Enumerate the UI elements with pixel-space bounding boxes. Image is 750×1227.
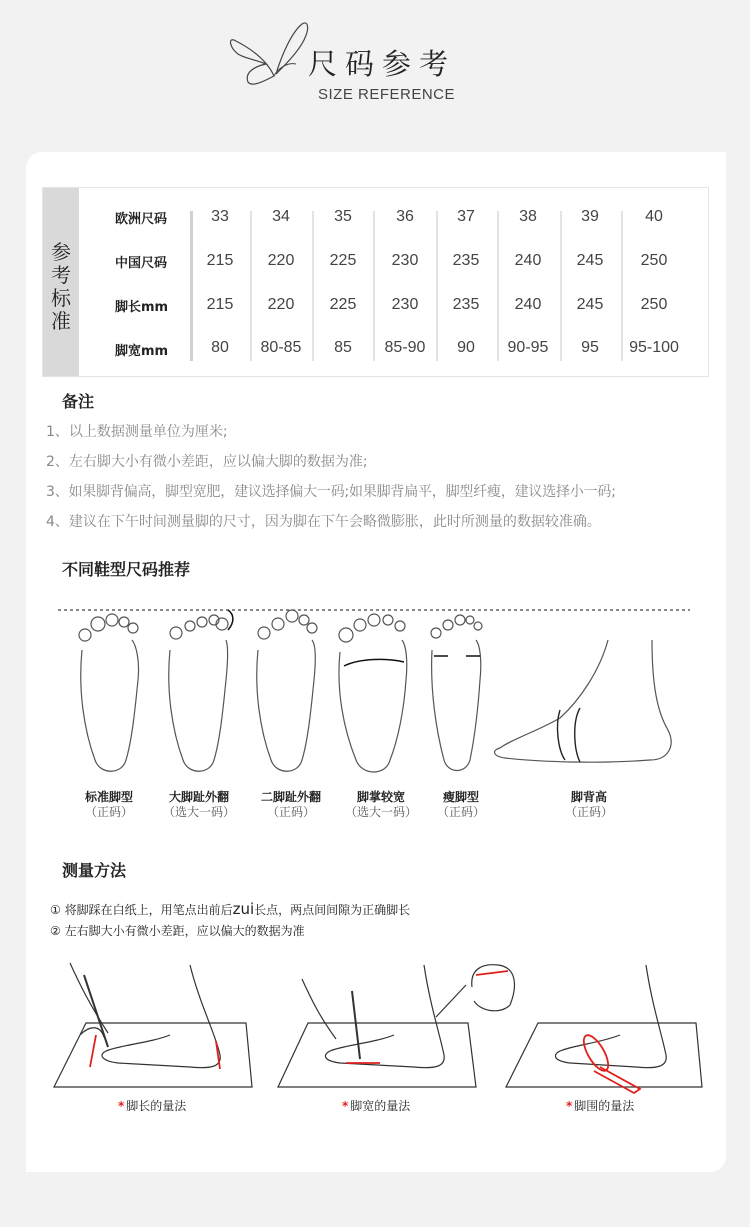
table-cell: 240: [514, 252, 542, 269]
side-char: 考: [51, 263, 71, 287]
table-cell: 245: [576, 296, 604, 313]
table-cell: 80: [211, 339, 229, 356]
row-label-cn-size: 中国尺码: [115, 256, 168, 271]
measure-caption-length: * 脚长的量法: [118, 1099, 187, 1113]
table-cell: 90: [457, 339, 475, 356]
table-cell: 40: [645, 208, 663, 225]
table-cell: 95: [581, 339, 599, 356]
measure-caption-girth: * 脚围的量法: [566, 1099, 635, 1113]
table-cell: 250: [640, 296, 668, 313]
foot-type-label: 脚掌较宽 （选大一码）: [344, 790, 417, 819]
foot-types-title: 不同鞋型尺码推荐: [62, 560, 191, 579]
table-cell: 230: [391, 252, 419, 269]
table-cell: 215: [206, 252, 234, 269]
table-cell: 33: [211, 208, 229, 225]
side-char: 标: [51, 286, 71, 310]
table-divider: [621, 211, 623, 361]
page-title: 尺码参考: [308, 47, 457, 81]
measure-step-2: ② 左右脚大小有微小差距，应以偏大的数据为准: [50, 924, 305, 938]
table-cell: 39: [581, 208, 599, 225]
page-subtitle: SIZE REFERENCE: [318, 86, 456, 103]
table-cell: 225: [329, 296, 357, 313]
measure-caption-width: * 脚宽的量法: [342, 1099, 411, 1113]
notes-title: 备注: [62, 392, 95, 411]
foot-type-label: 标准脚型 （正码）: [84, 790, 133, 819]
table-cell: 240: [514, 296, 542, 313]
measure-illustration: [40, 955, 710, 1095]
table-cell: 235: [452, 296, 480, 313]
header: [0, 0, 750, 130]
table-cell: 215: [206, 296, 234, 313]
table-cell: 80-85: [260, 339, 302, 356]
note-item: 3、如果脚背偏高，脚型宽肥，建议选择偏大一码;如果脚背扁平，脚型纤瘦，建议选择小一码;: [46, 484, 616, 500]
table-cell: 37: [457, 208, 475, 225]
table-cell: 38: [519, 208, 537, 225]
table-cell: 245: [576, 252, 604, 269]
row-label-foot-length: 脚长mm: [115, 300, 169, 315]
table-cell: 225: [329, 252, 357, 269]
table-cell: 34: [272, 208, 290, 225]
table-cell: 230: [391, 296, 419, 313]
foot-type-label: 大脚趾外翻 （选大一码）: [162, 790, 235, 819]
foot-types-illustration: [40, 600, 720, 780]
row-label-foot-width: 脚宽mm: [115, 344, 169, 359]
side-char: 参: [51, 240, 71, 264]
butterfly-icon: [226, 18, 316, 88]
table-cell: 85: [334, 339, 352, 356]
table-cell: 95-100: [629, 339, 679, 356]
side-char: 准: [51, 309, 71, 333]
table-cell: 235: [452, 252, 480, 269]
note-item: 4、建议在下午时间测量脚的尺寸，因为脚在下午会略微膨胀，此时所测量的数据较准确。: [46, 514, 601, 530]
measure-title: 测量方法: [62, 861, 127, 880]
table-cell: 90-95: [507, 339, 549, 356]
table-cell: 250: [640, 252, 668, 269]
foot-type-label: 脚背高 （正码）: [564, 790, 613, 819]
note-item: 1、以上数据测量单位为厘米;: [46, 424, 228, 440]
foot-type-label: 二脚趾外翻 （正码）: [260, 790, 321, 819]
table-cell: 36: [396, 208, 414, 225]
note-item: 2、左右脚大小有微小差距，应以偏大脚的数据为准;: [46, 454, 368, 470]
table-cell: 35: [334, 208, 352, 225]
foot-type-label: 瘦脚型 （正码）: [436, 790, 485, 819]
measure-step-1: ① 将脚踩在白纸上，用笔点出前后zui长点，两点间间隙为正确脚长: [50, 900, 411, 918]
table-cell: 85-90: [384, 339, 426, 356]
table-cell: 220: [267, 252, 295, 269]
row-label-eu-size: 欧洲尺码: [115, 212, 168, 227]
table-side-label: [43, 188, 79, 376]
table-cell: 220: [267, 296, 295, 313]
